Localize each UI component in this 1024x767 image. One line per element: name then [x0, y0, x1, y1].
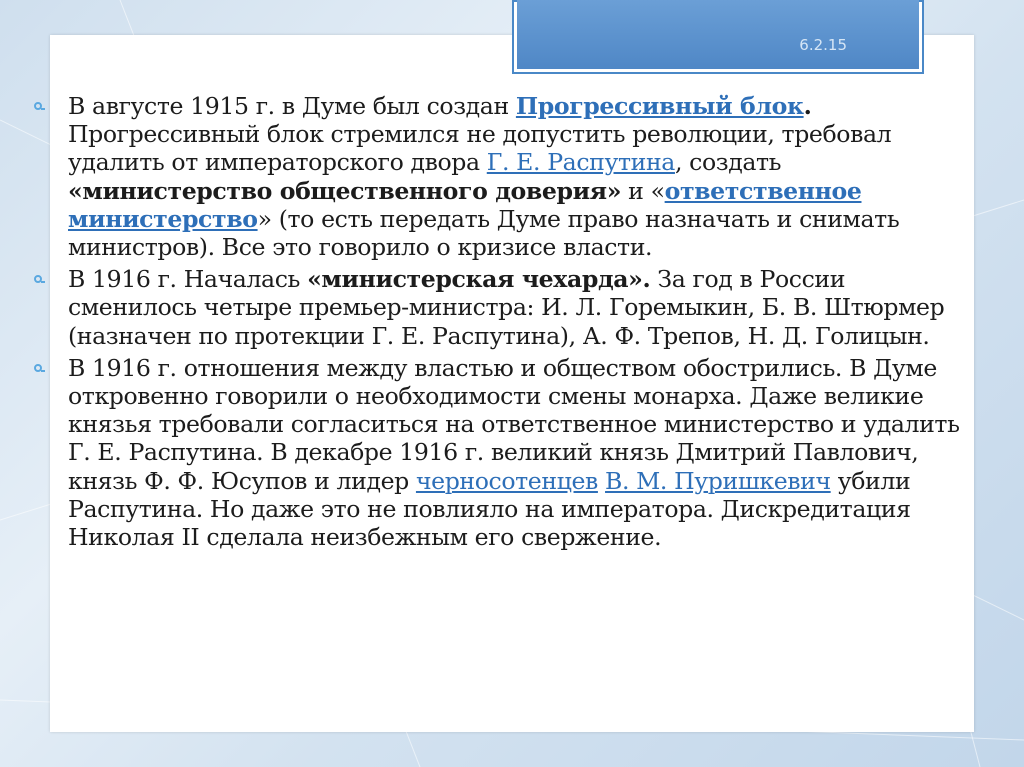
bullet-paragraph-1 — [68, 92, 980, 261]
bullet-icon — [34, 364, 42, 372]
text-run — [598, 467, 605, 495]
text-run: За год в России сменилось четыре премьер-министра: И. Л. Горемыкин, Б. В. Штюрмер (назначен по протекции Г. Е. Распутина), А. Ф. Трепов, Н. Д. Голицын. — [68, 265, 945, 350]
text-link[interactable]: В. М. Пуришкевич — [605, 466, 831, 495]
text-run: Прогрессивный блок стремился не допустить революции, требовал удалить от императорского двора — [68, 120, 892, 177]
text-run: и « — [621, 176, 665, 205]
paragraph-text — [68, 354, 960, 551]
paragraph-text — [68, 92, 899, 261]
date-banner — [517, 0, 919, 69]
bold-text: . — [803, 92, 812, 120]
text-run: , создать — [674, 148, 782, 177]
bullet-paragraph-3 — [68, 354, 980, 551]
bold-text: «министерство общественного доверия» — [68, 176, 622, 205]
text-link[interactable]: Прогрессивный блок — [515, 92, 804, 120]
text-run: В 1916 г. Началась — [68, 265, 308, 294]
text-link[interactable]: ответственное министерство — [68, 176, 862, 233]
slide-date: 6.2.15 — [799, 36, 847, 54]
bullet-icon — [34, 102, 42, 110]
text-run: В 1916 г. отношения между властью и обществом обострились. В Думе откровенно говорили о необходимости смены монарха. Даже великие князья требовали согласиться на ответственное министерство и удалить Г. Е. Распутина. В декабре 1916 г. великий князь Дмитрий Павлович, князь Ф. Ф. Юсупов и лидер — [68, 353, 960, 495]
bullet-icon — [34, 275, 42, 283]
text-run: В августе 1915 г. в Думе был создан — [68, 92, 516, 120]
bullet-paragraph-2 — [68, 265, 980, 350]
text-run: убили Распутина. Но даже это не повлияло на императора. Дискредитация Николая II сделала неизбежным его свержение. — [68, 466, 911, 552]
paragraph-text — [68, 265, 944, 349]
text-link[interactable]: Г. Е. Распутина — [486, 148, 675, 177]
slide-content — [68, 92, 980, 555]
text-link[interactable]: черносотенцев — [415, 466, 598, 495]
text-run: » (то есть передать Думе право назначать и снимать министров). Все это говорило о кризисе власти. — [68, 204, 900, 262]
bold-text: «министерская чехарда». — [307, 265, 651, 294]
